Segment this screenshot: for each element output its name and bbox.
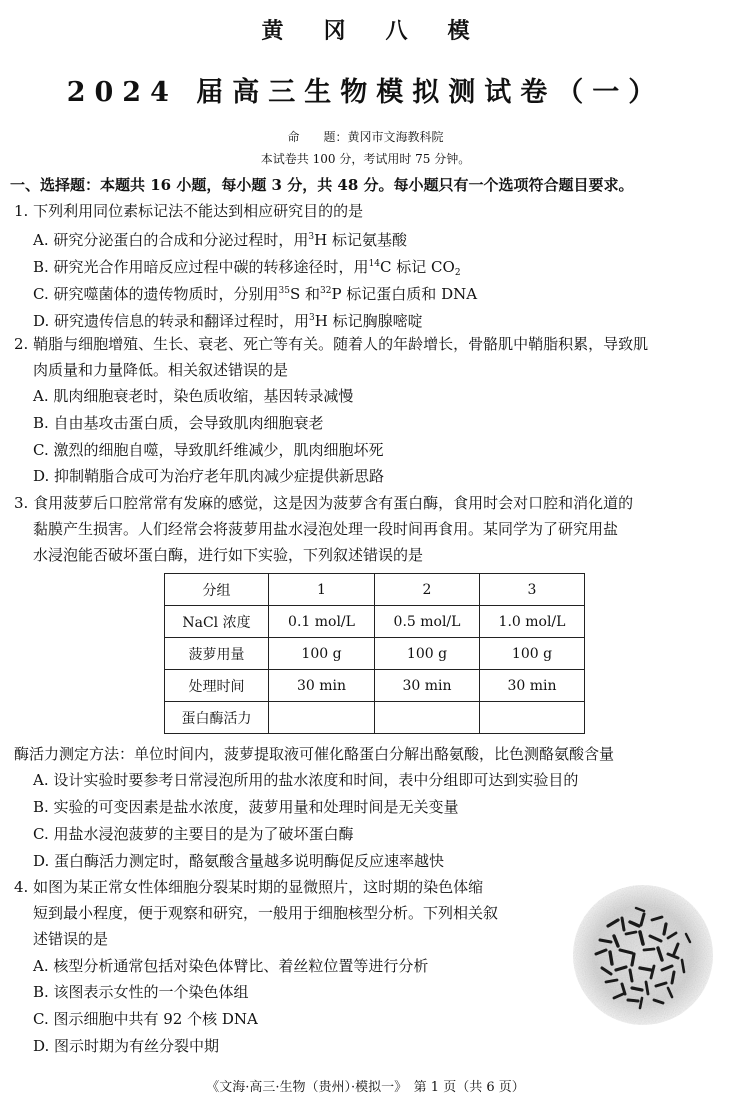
q3-option-a: A. 设计实验时要参考日常浸泡所用的盐水浓度和时间，表中分组即可达到实验目的 xyxy=(33,771,579,789)
page-footer: 《文海·高三·生物（贵州）·模拟一》 第 1 页（共 6 页） xyxy=(206,1080,525,1095)
q3-stem-line3: 水浸泡能否破坏蛋白酶，进行如下实验，下列叙述错误的是 xyxy=(33,546,424,564)
school-header: 黄冈八模 xyxy=(261,18,510,44)
table-cell xyxy=(480,702,585,734)
table-cell: 0.5 mol/L xyxy=(375,606,480,638)
table-row xyxy=(165,638,585,670)
table-cell: 100 g xyxy=(480,638,585,670)
q3-stem-line2: 黏膜产生损害。人们经常会将菠萝用盐水浸泡处理一段时间再食用。某同学为了研究用盐 xyxy=(33,520,619,538)
q2-option-a: A. 肌肉细胞衰老时，染色质收缩，基因转录减慢 xyxy=(33,387,354,405)
table-cell: NaCl 浓度 xyxy=(165,606,269,638)
table-cell: 100 g xyxy=(269,638,375,670)
q2-option-c: C. 激烈的细胞自噬，导致肌纤维减少，肌肉细胞坏死 xyxy=(33,441,384,459)
q4-option-c: C. 图示细胞中共有 92 个核 DNA xyxy=(33,1010,258,1028)
table-cell: 30 min xyxy=(480,670,585,702)
q3-option-d: D. 蛋白酶活力测定时，酪氨酸含量越多说明酶促反应速率越快 xyxy=(33,852,445,870)
q1-option-c: C. 研究噬菌体的遗传物质时，分别用$^{35}$S 和$^{32}$P 标记蛋白质和 DNA xyxy=(33,285,478,303)
q2-option-d: D. 抑制鞘脂合成可为治疗老年肌肉减少症提供新思路 xyxy=(33,467,385,485)
chromosome-micrograph xyxy=(570,882,716,1028)
table-cell: 分组 xyxy=(165,574,269,606)
table-row xyxy=(165,702,585,734)
q1-stem: 1. 下列利用同位素标记法不能达到相应研究目的的是 xyxy=(14,202,364,220)
q1-option-d: D. 研究遗传信息的转录和翻译过程时，用$^3$H 标记胸腺嘧啶 xyxy=(33,312,423,330)
author-line: 命 题：黄冈市文海教科院 xyxy=(287,130,444,144)
table-row xyxy=(165,670,585,702)
q4-option-a: A. 核型分析通常包括对染色体臂比、着丝粒位置等进行分析 xyxy=(33,957,429,975)
q2-option-b: B. 自由基攻击蛋白质，会导致肌肉细胞衰老 xyxy=(33,414,324,432)
table-cell: 30 min xyxy=(375,670,480,702)
experiment-table xyxy=(164,573,585,734)
table-cell: 菠萝用量 xyxy=(165,638,269,670)
q4-stem-line2: 短到最小程度，便于观察和研究，一般用于细胞核型分析。下列相关叙 xyxy=(33,904,499,922)
section-heading: 一、选择题：本题共 16 小题，每小题 3 分，共 48 分。每小题只有一个选项符合题目要求。 xyxy=(10,176,634,194)
exam-info-line: 本试卷共 100 分，考试用时 75 分钟。 xyxy=(260,152,471,166)
table-cell: 100 g xyxy=(375,638,480,670)
q3-assay-note: 酶活力测定方法：单位时间内，菠萝提取液可催化酪蛋白分解出酪氨酸，比色测酪氨酸含量 xyxy=(14,745,615,763)
q1-option-a: A. 研究分泌蛋白的合成和分泌过程时，用$^3$H 标记氨基酸 xyxy=(33,231,407,249)
table-cell xyxy=(375,702,480,734)
q3-option-b: B. 实验的可变因素是盐水浓度，菠萝用量和处理时间是无关变量 xyxy=(33,798,459,816)
table-cell: 3 xyxy=(480,574,585,606)
q3-stem-line1: 3. 食用菠萝后口腔常常有发麻的感觉，这是因为菠萝含有蛋白酶，食用时会对口腔和消化道的 xyxy=(14,494,634,512)
q2-stem-line1: 2. 鞘脂与细胞增殖、生长、衰老、死亡等有关。随着人的年龄增长，骨骼肌中鞘脂积累，导致肌 xyxy=(14,335,649,353)
q4-option-d: D. 图示时期为有丝分裂中期 xyxy=(33,1037,220,1055)
table-cell: 2 xyxy=(375,574,480,606)
q2-stem-line2: 肉质量和力量降低。相关叙述错误的是 xyxy=(33,361,289,379)
exam-title: 2024 届高三生物模拟测试卷（一） xyxy=(66,77,665,108)
q1-option-b: B. 研究光合作用暗反应过程中碳的转移途径时，用$^{14}$C 标记 $CO_2$ xyxy=(33,258,461,278)
table-row xyxy=(165,574,585,606)
q4-option-b: B. 该图表示女性的一个染色体组 xyxy=(33,983,249,1001)
table-row xyxy=(165,606,585,638)
table-cell: 30 min xyxy=(269,670,375,702)
table-cell: 0.1 mol/L xyxy=(269,606,375,638)
table-cell: 1 xyxy=(269,574,375,606)
table-cell: 1.0 mol/L xyxy=(480,606,585,638)
q4-stem-line3: 述错误的是 xyxy=(33,930,109,948)
table-cell: 蛋白酶活力 xyxy=(165,702,269,734)
table-cell xyxy=(269,702,375,734)
table-cell: 处理时间 xyxy=(165,670,269,702)
q4-stem-line1: 4. 如图为某正常女性体细胞分裂某时期的显微照片，这时期的染色体缩 xyxy=(14,878,484,896)
q3-option-c: C. 用盐水浸泡菠萝的主要目的是为了破坏蛋白酶 xyxy=(33,825,354,843)
